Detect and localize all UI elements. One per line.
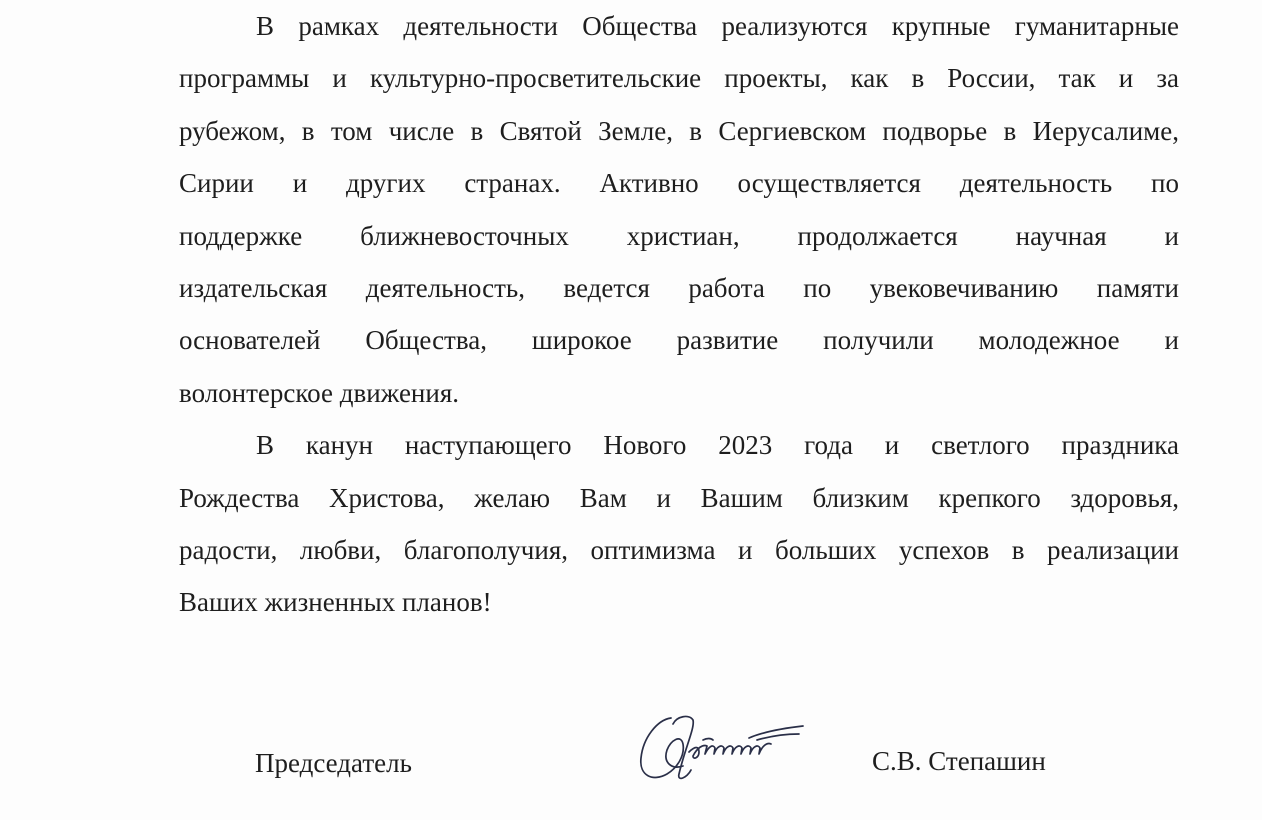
text-line: Сирии и других странах. Активно осуществляется деятельность по bbox=[179, 168, 1179, 199]
signature-row bbox=[0, 738, 1262, 790]
signatory-title: Председатель bbox=[255, 748, 412, 778]
text-line: программы и культурно-просветительские проекты, как в России, так и за bbox=[179, 63, 1179, 94]
letter-body bbox=[179, 0, 1179, 629]
text-line: Рождества Христова, желаю Вам и Вашим близким крепкого здоровья, bbox=[179, 482, 1179, 513]
paragraph-activities bbox=[179, 0, 1179, 419]
text-line: основателей Общества, широкое развитие получили молодежное и bbox=[179, 325, 1179, 356]
text-line: рубежом, в том числе в Святой Земле, в Сергиевском подворье в Иерусалиме, bbox=[179, 115, 1179, 146]
text-line: В рамках деятельности Общества реализуются крупные гуманитарные bbox=[256, 11, 1179, 41]
text-line: В канун наступающего Нового 2023 года и светлого праздника bbox=[256, 430, 1179, 461]
signatory-name: С.В. Степашин bbox=[872, 746, 1046, 776]
text-line: поддержке ближневосточных христиан, продолжается научная и bbox=[179, 220, 1179, 251]
text-line: Ваших жизненных планов! bbox=[179, 587, 492, 618]
text-line: радости, любви, благополучия, оптимизма и больших успехов в реализации bbox=[179, 534, 1179, 565]
text-line: волонтерское движения. bbox=[179, 377, 459, 408]
paragraph-greetings bbox=[179, 419, 1179, 629]
text-line: издательская деятельность, ведется работа по увековечиванию памяти bbox=[179, 272, 1179, 303]
